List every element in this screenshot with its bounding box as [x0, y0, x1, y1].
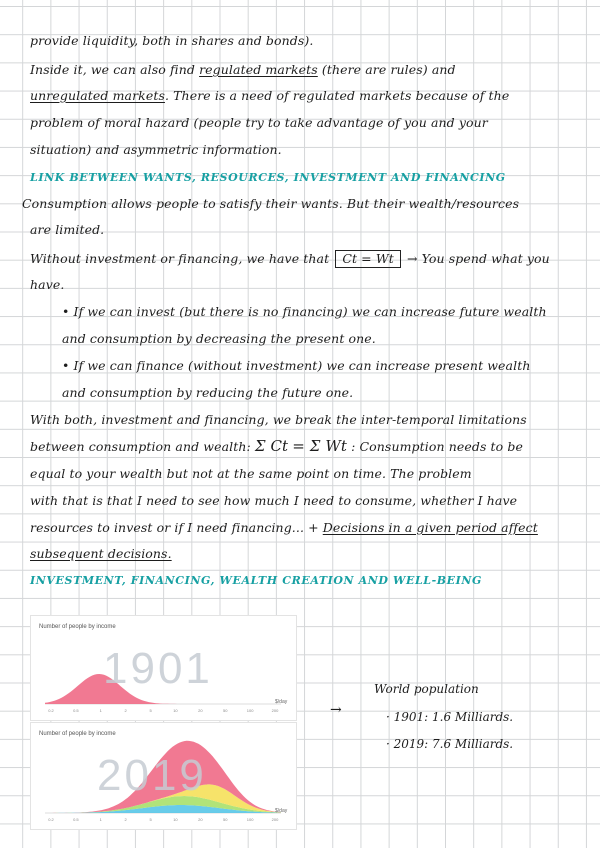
sum-consumption: Σ Ct [254, 437, 289, 455]
arrow-icon: → [330, 702, 342, 718]
bullet-invest: • If we can invest (but there is no financing) we can increase future wealth [62, 304, 547, 319]
note-line-13: with that is that I need to see how much I need to consume, whether I have [30, 493, 518, 508]
sum-wealth: = Σ Wt [292, 437, 348, 455]
world-population-title: World population [374, 682, 479, 696]
section-heading-link: LINK BETWEEN WANTS, RESOURCES, INVESTMENT AND FINANCING [30, 171, 506, 184]
chart-2019-unit: $/day [275, 808, 288, 814]
tick-label: 2 [124, 817, 127, 822]
tick-label: 0.5 [73, 708, 79, 713]
tick-label: 10 [173, 817, 178, 822]
tick-label: 5 [149, 708, 152, 713]
tick-label: 20 [198, 708, 203, 713]
note-line-2: Inside it, we can also find regulated markets (there are rules) and [30, 62, 456, 77]
chart-1901-year: 1901 [103, 644, 213, 693]
tick-label: 100 [246, 817, 254, 822]
underlined-unregulated-markets: unregulated markets [30, 88, 165, 103]
tick-label: 200 [271, 708, 279, 713]
bullet-invest-cont: and consumption by decreasing the present one. [62, 331, 376, 346]
population-2019: · 2019: 7.6 Milliards. [386, 737, 514, 751]
note-line-4: problem of moral hazard (people try to take advantage of you and your [30, 115, 488, 130]
tick-label: 0.2 [48, 817, 54, 822]
tick-label: 10 [173, 708, 178, 713]
tick-label: 20 [198, 817, 203, 822]
tick-label: 0.2 [48, 708, 54, 713]
underlined-decisions: Decisions in a given period affect [322, 520, 538, 535]
note-line-8: Without investment or financing, we have that Ct = Wt → You spend what you [30, 251, 550, 266]
tick-label: 5 [149, 817, 152, 822]
chart-1901-unit: $/day [275, 699, 288, 705]
note-line-1: provide liquidity, both in shares and bonds). [30, 33, 314, 48]
note-line-9: have. [30, 277, 65, 292]
note-line-15: subsequent decisions. [30, 546, 172, 561]
chart-1901-title: Number of people by income [39, 624, 116, 630]
note-line-10: With both, investment and financing, we break the inter-temporal limitations [30, 412, 527, 427]
note-line-12: equal to your wealth but not at the same point on time. The problem [30, 466, 472, 481]
tick-label: 50 [222, 817, 228, 822]
bullet-finance-cont: and consumption by reducing the future one. [62, 385, 354, 400]
note-line-5: situation) and asymmetric information. [30, 142, 282, 157]
note-line-11: between consumption and wealth: Σ Ct = Σ Wt : Consumption needs to be [30, 437, 523, 455]
underlined-regulated-markets: regulated markets [199, 62, 318, 77]
note-line-6: Consumption allows people to satisfy their wants. But their wealth/resources [22, 196, 520, 211]
tick-label: 2 [124, 708, 127, 713]
tick-label: 100 [246, 708, 254, 713]
tick-label: 1 [99, 708, 102, 713]
chart-2019-year: 2019 [97, 751, 207, 800]
tick-label: 1 [99, 817, 102, 822]
note-line-3: unregulated markets. There is a need of regulated markets because of the [30, 88, 510, 103]
population-1901: · 1901: 1.6 Milliards. [386, 710, 514, 724]
tick-label: 0.5 [73, 817, 79, 822]
income-chart-2019 [30, 722, 297, 830]
tick-label: 50 [222, 708, 228, 713]
tick-label: 200 [271, 817, 279, 822]
boxed-equation: Ct = Wt [335, 250, 401, 268]
bullet-finance: • If we can finance (without investment) we can increase present wealth [62, 358, 531, 373]
note-line-7: are limited. [30, 222, 105, 237]
chart-2019-title: Number of people by income [39, 731, 116, 737]
note-line-14: resources to invest or if I need financing... + Decisions in a given period affect [30, 520, 538, 535]
income-chart-1901 [30, 615, 297, 721]
section-heading-investment: INVESTMENT, FINANCING, WEALTH CREATION AND WELL-BEING [30, 574, 483, 587]
